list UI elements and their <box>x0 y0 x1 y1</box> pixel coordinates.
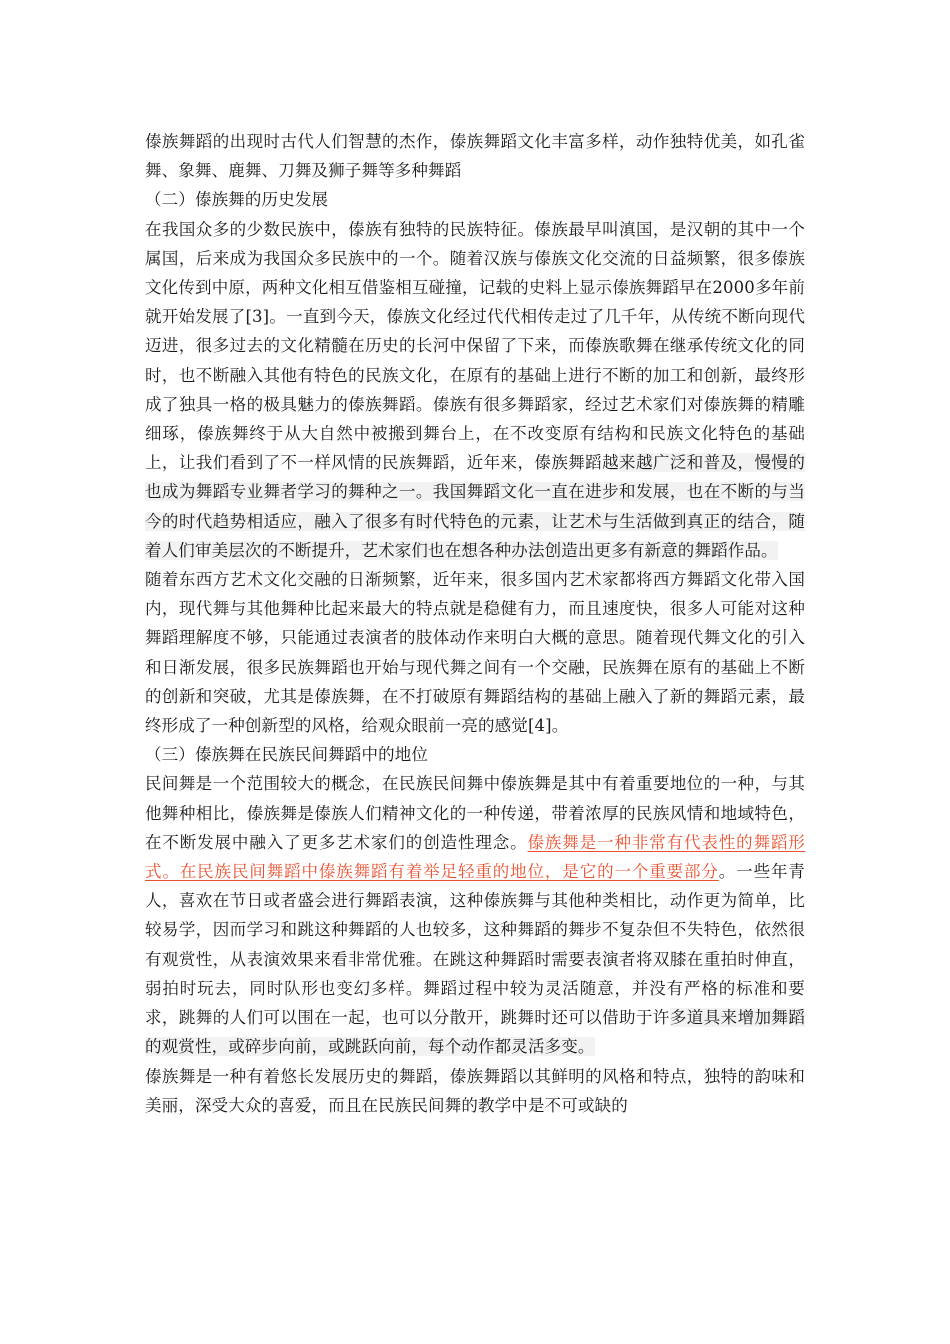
paragraph-history <box>145 215 805 565</box>
section-heading-history: （二）傣族舞的历史发展 <box>145 190 329 210</box>
history-text-shaded: 来越广泛和普及，慢慢的也成为舞蹈专业舞者学习的舞种之一。我国舞蹈文化一直在进步和发展，也在不断的与当今的时代趋势相适应，融入了很多有时代特色的元素，让艺术与生活做到真正的结合，随着人们审美层次的不断提升，艺术家们也在想各种办法创造出更多有新意的舞蹈作品。 <box>145 453 805 560</box>
status-text-a: 民间舞是一个范围较大的概念，在民族民间舞中傣族舞是其中有着重要地位的一种，与其他舞种相比，傣族舞是傣族人们精神文化的一种传递，带着浓厚的民族风情和地域特色，在不断发展中融入了更多艺术家们的创造性理念。 <box>145 774 805 852</box>
section-heading-status: （三）傣族舞在民族民间舞蹈中的地位 <box>145 745 429 765</box>
status-text-b: 。一些年青人，喜欢在节日或者盛会进行舞蹈表演，这种傣族舞与其他种类相比，动作更为简单，比较易学，因而学习和跳这种舞蹈的人也较多，这种舞蹈的舞步不复杂但不失特色，依然很有观赏性，从表演效果来看非常优雅。在跳这种舞蹈时需要表演者将双膝在重拍时伸直，弱拍时玩去，同时队形也变幻多样。舞蹈过程中较为灵活随意，并没有严格的标准和要求，跳舞的人们可以围在一起，也可以分散开，跳舞时还可以借助于许 <box>145 862 805 1028</box>
paragraph-modern-dance: 随着东西方艺术文化交融的日渐频繁，近年来，很多国内艺术家都将西方舞蹈文化带入国内，现代舞与其他舞种比起来最大的特点就是稳健有力，而且速度快，很多人可能对这种舞蹈理解度不够，只能通过表演者的肢体动作来明白大概的意思。随着现代舞文化的引入和日渐发展，很多民族舞蹈也开始与现代舞之间有一个交融，民族舞在原有的基础上不断的创新和突破，尤其是傣族舞，在不打破原有舞蹈结构的基础上融入了新的舞蹈元素，最终形成了一种创新型的风格，给观众眼前一亮的感觉[4]。 <box>145 570 805 736</box>
paragraph-status <box>145 769 805 1061</box>
paragraph-history-long: 傣族舞是一种有着悠长发展历史的舞蹈，傣族舞蹈以其鲜明的风格和特点，独特的韵味和美丽，深受大众的喜爱，而且在民族民间舞的教学中是不可或缺的 <box>145 1066 805 1115</box>
document-body <box>145 127 805 1120</box>
history-text: 在我国众多的少数民族中，傣族有独特的民族特征。傣族最早叫滇国，是汉朝的其中一个属国，后来成为我国众多民族中的一个。随着汉族与傣族文化交流的日益频繁，很多傣族文化传到中原，两种文化相互借鉴相互碰撞，记载的史料上显示傣族舞蹈早在2000多年前就开始发展了[3]。一直到今天，傣族文化经过代代相传走过了几千年，从传统不断向现代迈进，很多过去的文化精髓在历史的长河中保留了下来，而傣族歌舞在继承传统文化的同时，也不断融入其他有特色的民族文化，在原有的基础上进行不断的加工和创新，最终形成了独具一格的极具魅力的傣族舞蹈。傣族有很多舞蹈家，经过艺术家们对傣族舞的精雕细琢，傣族舞终于从大自然中被搬到舞台上，在不改变原有结构和民族文化特色的基础上，让我们看到了不一样风情的民族舞蹈，近年来，傣族舞蹈越 <box>145 219 805 473</box>
red-underlined-text: 傣族舞是一种非常有代表性的舞蹈形式。在民族民间舞蹈中傣族舞蹈有着举足轻重的地位，是它的一个重要部分 <box>145 832 805 882</box>
paragraph-intro: 傣族舞蹈的出现时古代人们智慧的杰作，傣族舞蹈文化丰富多样，动作独特优美，如孔雀舞、象舞、鹿舞、刀舞及狮子舞等多种舞蹈 <box>145 132 805 181</box>
status-text-shaded: 多道具来增加舞蹈的观赏性，或碎步向前，或跳跃向前，每个动作都灵活多变。 <box>145 1008 806 1057</box>
